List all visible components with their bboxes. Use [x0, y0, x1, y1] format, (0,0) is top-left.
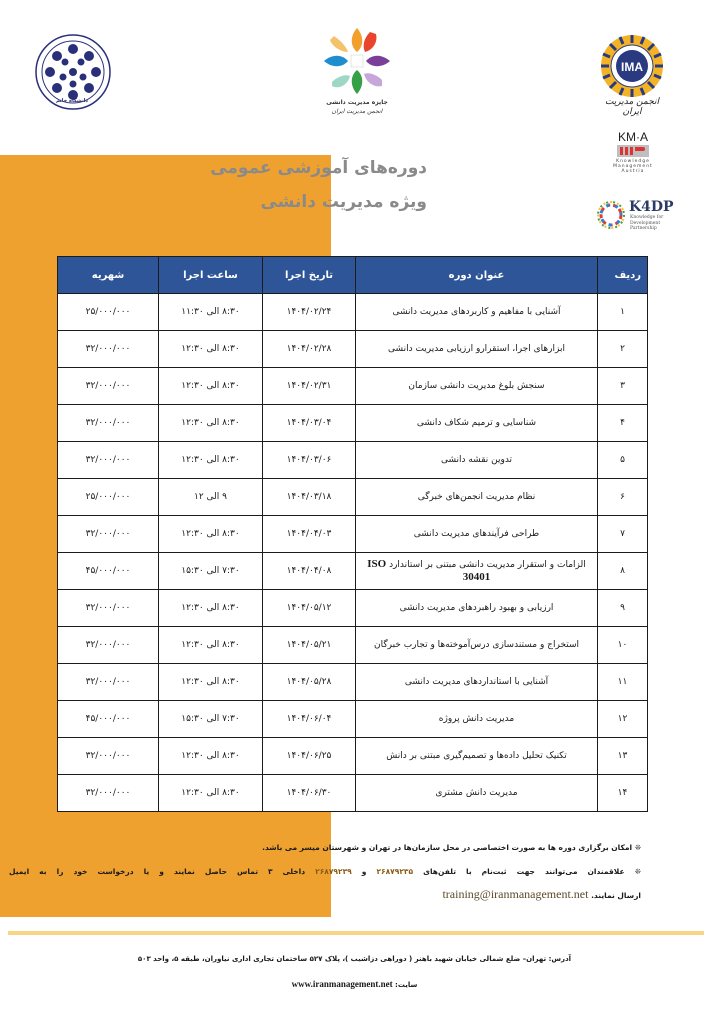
note-email-line [438, 887, 641, 902]
cell-date-text: ۱۴۰۴/۰۶/۳۰ [286, 788, 332, 798]
email-link[interactable]: training@iranmanagement.net [442, 887, 589, 901]
table-row [58, 553, 648, 590]
footer-divider [8, 931, 704, 935]
table-row [58, 516, 648, 553]
cell-date-text: ۱۴۰۴/۰۶/۲۵ [286, 751, 332, 761]
courses-table [57, 256, 648, 812]
table-body [58, 294, 648, 812]
table-row [58, 590, 648, 627]
table-row [58, 368, 648, 405]
cell-time-text: ۸:۳۰ الی ۱۲:۳۰ [181, 677, 240, 687]
table-row [58, 664, 648, 701]
khatam-logo-caption: دانشگاه خاتم [55, 98, 88, 104]
cell-time [159, 553, 263, 590]
cell-radif [598, 701, 648, 738]
cell-time [159, 368, 263, 405]
cell-time [159, 664, 263, 701]
cell-course-title-text: شناسایی و ترمیم شکاف دانشی [416, 418, 537, 428]
table-header-row [58, 257, 648, 294]
cell-time-text: ۸:۳۰ الی ۱۲:۳۰ [181, 751, 240, 761]
table-row [58, 331, 648, 368]
cell-date [263, 294, 356, 331]
cell-fee-text: ۴۵/۰۰۰/۰۰۰ [85, 714, 131, 724]
header-title: عنوان دوره [356, 257, 598, 294]
cell-time-text: ۸:۳۰ الی ۱۱:۳۰ [181, 307, 240, 317]
cell-date-text: ۱۴۰۴/۰۲/۳۱ [286, 381, 332, 391]
cell-date [263, 368, 356, 405]
cell-radif [598, 516, 648, 553]
knowledge-award-logo [320, 24, 394, 98]
cell-date [263, 738, 356, 775]
cell-time [159, 479, 263, 516]
cell-time-text: ۸:۳۰ الی ۱۲:۳۰ [181, 418, 240, 428]
cell-course-title [356, 368, 598, 405]
header-time: ساعت اجرا [159, 257, 263, 294]
cell-radif-text: ۶ [620, 492, 625, 502]
cell-fee [58, 479, 159, 516]
cell-date-text: ۱۴۰۴/۰۴/۰۳ [286, 529, 332, 539]
cell-date [263, 479, 356, 516]
bullet-icon: ❊ [634, 867, 641, 876]
k4dp-logo-subtitle: Knowledge for Development Partnership [630, 215, 664, 231]
cell-course-title [356, 627, 598, 664]
cell-radif [598, 405, 648, 442]
cell-radif-text: ۱۳ [617, 751, 628, 761]
cell-course-title [356, 405, 598, 442]
cell-radif [598, 553, 648, 590]
cell-fee-text: ۳۲/۰۰۰/۰۰۰ [85, 677, 131, 687]
cell-fee [58, 442, 159, 479]
cell-time-text: ۷:۳۰ الی ۱۵:۳۰ [181, 566, 240, 576]
note-1-text: امکان برگزاری دوره ها به صورت اختصاصی در محل سازمان‌ها در تهران و شهرستان میسر می باشد. [262, 843, 633, 852]
k4dp-logo-title: K4DP [629, 199, 674, 215]
cell-course-title-text: ارزیابی و بهبود راهبردهای مدیریت دانشی [399, 603, 554, 613]
cell-date-text: ۱۴۰۴/۰۶/۰۴ [286, 714, 332, 724]
ima-logo-caption: انجمن مدیریت ایران [604, 97, 660, 117]
cell-radif-text: ۸ [620, 566, 625, 576]
note-2-text-after: داخلی ۳ تماس حاصل نمایند و یا درخواست خود را به ایمیل [9, 867, 306, 876]
cell-course-title [356, 590, 598, 627]
cell-course-title [356, 294, 598, 331]
cell-course-title [356, 442, 598, 479]
cell-course-title [356, 738, 598, 775]
cell-time [159, 405, 263, 442]
cell-fee [58, 368, 159, 405]
note-2-and: و [361, 867, 367, 876]
cell-course-title [356, 664, 598, 701]
cell-course-title-text: تدوین نقشه دانشی [440, 455, 513, 465]
cell-fee-text: ۳۲/۰۰۰/۰۰۰ [85, 344, 131, 354]
cell-course-title-text: طراحی فرآیندهای مدیریت دانشی [413, 529, 540, 539]
cell-time [159, 331, 263, 368]
header-date: تاریخ اجرا [263, 257, 356, 294]
cell-course-title-text: مدیریت دانش پروژه [438, 714, 515, 724]
cell-course-title-text: نظام مدیریت انجمن‌های خبرگی [417, 492, 536, 502]
cell-fee [58, 738, 159, 775]
cell-radif [598, 331, 648, 368]
cell-fee [58, 701, 159, 738]
cell-radif [598, 442, 648, 479]
table-row [58, 442, 648, 479]
cell-fee-text: ۳۲/۰۰۰/۰۰۰ [85, 788, 131, 798]
cell-radif [598, 368, 648, 405]
cell-course-title [356, 775, 598, 812]
cell-course-title [356, 553, 598, 590]
table-row [58, 479, 648, 516]
note-registration [9, 867, 641, 876]
cell-fee [58, 294, 159, 331]
cell-date-text: ۱۴۰۴/۰۲/۲۴ [286, 307, 332, 317]
cell-date-text: ۱۴۰۴/۰۳/۰۶ [286, 455, 332, 465]
cell-date [263, 405, 356, 442]
cell-fee-text: ۳۲/۰۰۰/۰۰۰ [85, 640, 131, 650]
cell-fee [58, 590, 159, 627]
cell-radif [598, 590, 648, 627]
cell-radif-text: ۱۲ [617, 714, 628, 724]
phone-number-2[interactable]: ۲۶۸۷۹۲۳۹ [315, 867, 352, 876]
footer-address: آدرس: تهران– ضلع شمالی خیابان شهید باهنر ( دوراهی دزاشیب )، پلاک ۵۲۷ ساختمان تجاری اداری نیاوران، طبقه ۵، واحد ۵۰۳ [137, 955, 572, 963]
table-row [58, 405, 648, 442]
cell-time [159, 294, 263, 331]
cell-time [159, 701, 263, 738]
award-logo-caption: جایزه مدیریت دانشی انجمن مدیریت ایران [326, 99, 388, 115]
ima-letters: IMA [621, 60, 643, 74]
cell-fee-text: ۳۲/۰۰۰/۰۰۰ [85, 418, 131, 428]
table-row [58, 738, 648, 775]
cell-date-text: ۱۴۰۴/۰۵/۲۸ [286, 677, 332, 687]
cell-date-text: ۱۴۰۴/۰۵/۱۲ [286, 603, 332, 613]
cell-radif [598, 627, 648, 664]
cell-time-text: ۹ الی ۱۲ [194, 492, 227, 502]
cell-course-title-text: سنجش بلوغ مدیریت دانشی سازمان [408, 381, 545, 391]
cell-course-title-text: استخراج و مستندسازی درس‌آموخته‌ها و تجارب خبرگان [373, 640, 580, 650]
cell-date [263, 701, 356, 738]
cell-time [159, 442, 263, 479]
cell-fee-text: ۴۵/۰۰۰/۰۰۰ [85, 566, 131, 576]
kma-logo-mark [617, 145, 649, 157]
cell-radif [598, 294, 648, 331]
k4dp-logo [596, 197, 686, 237]
cell-radif-text: ۱۰ [617, 640, 628, 650]
cell-radif-text: ۵ [620, 455, 625, 465]
cell-course-title-text: الزامات و استقرار مدیریت دانشی مبتنی بر استاندارد [389, 560, 586, 570]
cell-radif [598, 738, 648, 775]
cell-date [263, 590, 356, 627]
bullet-icon: ❊ [634, 843, 641, 852]
cell-radif-text: ۱ [620, 307, 625, 317]
cell-time [159, 627, 263, 664]
cell-fee [58, 553, 159, 590]
cell-time-text: ۸:۳۰ الی ۱۲:۳۰ [181, 640, 240, 650]
cell-fee [58, 331, 159, 368]
cell-time [159, 775, 263, 812]
cell-time [159, 590, 263, 627]
cell-course-title-text: ابزارهای اجرا، استقرارو ارزیابی مدیریت دانشی [388, 344, 565, 354]
cell-date [263, 627, 356, 664]
cell-fee-text: ۳۲/۰۰۰/۰۰۰ [85, 529, 131, 539]
k4dp-wheel-icon [596, 200, 626, 230]
note-3-text: ارسال نمایند. [591, 891, 641, 900]
cell-date [263, 516, 356, 553]
cell-time-text: ۸:۳۰ الی ۱۲:۳۰ [181, 529, 240, 539]
cell-fee [58, 405, 159, 442]
cell-course-title [356, 701, 598, 738]
cell-date-text: ۱۴۰۴/۰۳/۱۸ [286, 492, 332, 502]
cell-fee [58, 627, 159, 664]
table-row [58, 627, 648, 664]
cell-radif-text: ۲ [620, 344, 625, 354]
cell-radif-text: ۱۱ [617, 677, 628, 687]
cell-course-title-text: آشنایی با استانداردهای مدیریت دانشی [404, 677, 549, 687]
cell-date [263, 775, 356, 812]
cell-radif-text: ۱۴ [617, 788, 628, 798]
ima-logo [600, 34, 664, 98]
kma-logo-subtitle: Knowledge Management Austria [613, 159, 653, 174]
cell-course-title [356, 331, 598, 368]
cell-course-title [356, 516, 598, 553]
cell-course-title-text: مدیریت دانش مشتری [435, 788, 518, 798]
cell-fee-text: ۳۲/۰۰۰/۰۰۰ [85, 751, 131, 761]
cell-course-title-text: تکنیک تحلیل داده‌ها و تصمیم‌گیری مبتنی بر دانش [386, 751, 567, 761]
cell-radif-text: ۷ [620, 529, 625, 539]
header-fee: شهریه [58, 257, 159, 294]
cell-radif [598, 479, 648, 516]
cell-radif [598, 775, 648, 812]
cell-fee-text: ۳۲/۰۰۰/۰۰۰ [85, 455, 131, 465]
cell-fee [58, 516, 159, 553]
cell-time [159, 738, 263, 775]
site-url-link[interactable]: www.iranmanagement.net [291, 979, 393, 989]
cell-fee [58, 775, 159, 812]
cell-time-text: ۸:۳۰ الی ۱۲:۳۰ [181, 344, 240, 354]
cell-date [263, 442, 356, 479]
kma-logo-title: KM·A [618, 130, 648, 144]
cell-fee-text: ۲۵/۰۰۰/۰۰۰ [85, 492, 131, 502]
cell-fee-text: ۳۲/۰۰۰/۰۰۰ [85, 603, 131, 613]
cell-fee-text: ۳۲/۰۰۰/۰۰۰ [85, 381, 131, 391]
cell-fee [58, 664, 159, 701]
phone-number-1[interactable]: ۲۶۸۷۹۲۳۵ [376, 867, 414, 876]
page-title-line-1: دوره‌های آموزشی عمومی [210, 158, 427, 178]
cell-radif-text: ۴ [620, 418, 625, 428]
cell-time-text: ۸:۳۰ الی ۱۲:۳۰ [181, 603, 240, 613]
cell-date-text: ۱۴۰۴/۰۴/۰۸ [286, 566, 332, 576]
table-row [58, 294, 648, 331]
cell-date-text: ۱۴۰۴/۰۳/۰۴ [286, 418, 332, 428]
cell-date [263, 664, 356, 701]
note-2-text-before: علاقمندان می‌توانند جهت ثبت‌نام با تلفن‌های [423, 867, 625, 876]
cell-radif-text: ۳ [620, 381, 625, 391]
cell-time-text: ۸:۳۰ الی ۱۲:۳۰ [181, 455, 240, 465]
header-radif: ردیف [598, 257, 648, 294]
cell-date [263, 331, 356, 368]
cell-date [263, 553, 356, 590]
table-row [58, 701, 648, 738]
cell-radif [598, 664, 648, 701]
page-title-line-2: ویژه مدیریت دانشی [260, 192, 427, 212]
cell-time-text: ۷:۳۰ الی ۱۵:۳۰ [181, 714, 240, 724]
table-row [58, 775, 648, 812]
cell-radif-text: ۹ [620, 603, 625, 613]
kma-logo [613, 130, 653, 188]
cell-time-text: ۸:۳۰ الی ۱۲:۳۰ [181, 381, 240, 391]
cell-course-title [356, 479, 598, 516]
cell-time-text: ۸:۳۰ الی ۱۲:۳۰ [181, 788, 240, 798]
cell-date-text: ۱۴۰۴/۰۲/۲۸ [286, 344, 332, 354]
note-private-courses [262, 843, 641, 852]
cell-fee-text: ۲۵/۰۰۰/۰۰۰ [85, 307, 131, 317]
cell-time [159, 516, 263, 553]
site-label: سایت: [395, 981, 418, 989]
footer-site [0, 979, 709, 989]
cell-course-title-standard: ISO 30401 [367, 558, 491, 583]
cell-course-title-text: آشنایی با مفاهیم و کاربردهای مدیریت دانشی [392, 307, 561, 317]
cell-date-text: ۱۴۰۴/۰۵/۲۱ [286, 640, 332, 650]
